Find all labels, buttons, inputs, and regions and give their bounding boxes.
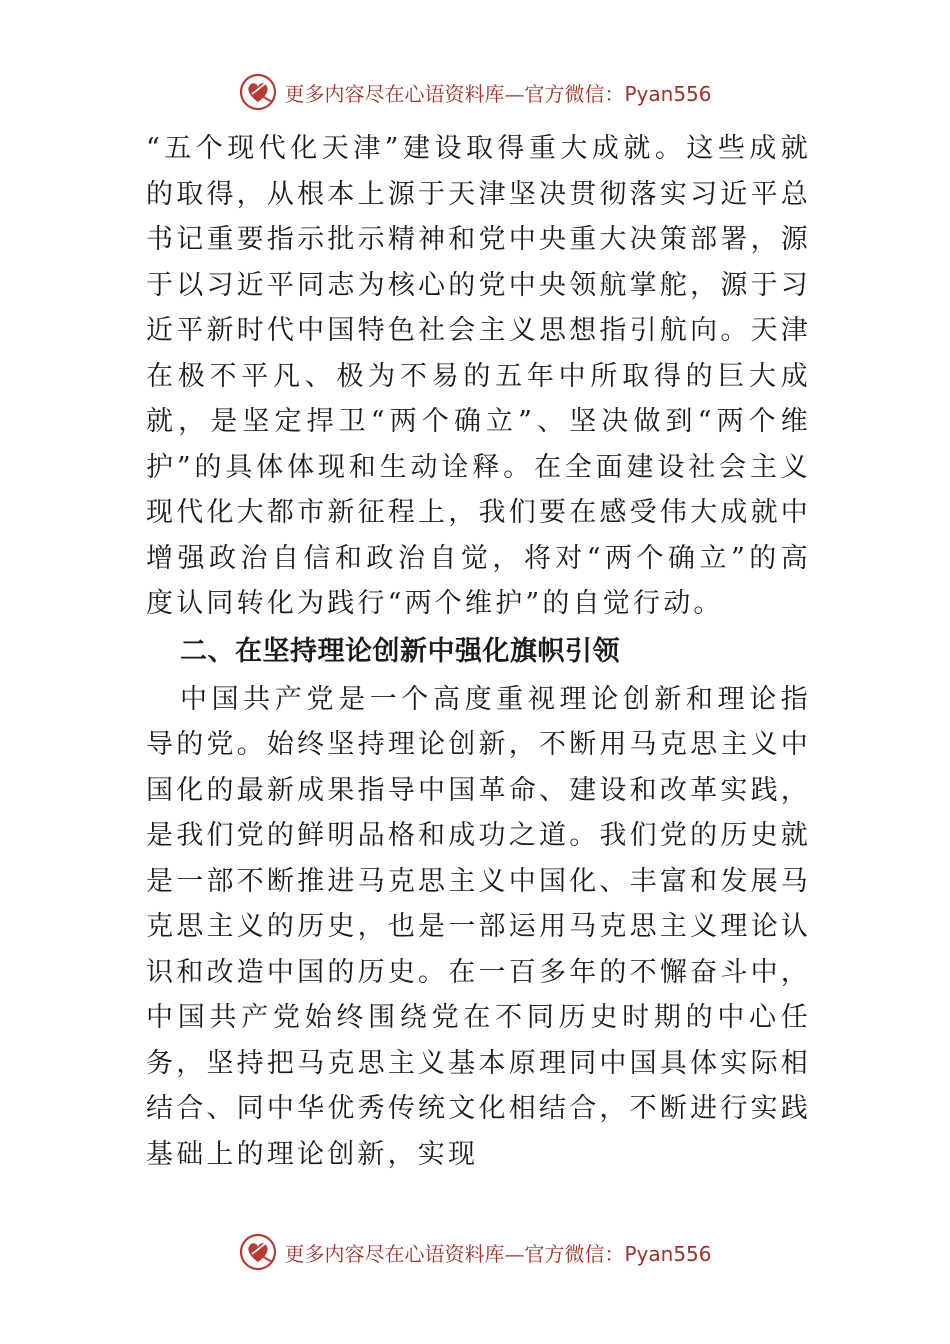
header-separator: — bbox=[504, 81, 525, 106]
header-wechat-handle: Pyan556 bbox=[624, 81, 712, 106]
footer-wechat-handle: Pyan556 bbox=[624, 1241, 712, 1266]
footer-banner-text bbox=[284, 1238, 711, 1267]
header-banner-text bbox=[284, 78, 711, 107]
footer-separator: — bbox=[504, 1241, 525, 1266]
footer-slogan: 更多内容尽在心语资料库 bbox=[284, 1241, 505, 1266]
header-banner bbox=[0, 72, 950, 112]
heart-logo-icon bbox=[238, 1232, 278, 1272]
header-slogan: 更多内容尽在心语资料库 bbox=[284, 81, 505, 106]
paragraph-2: 中国共产党是一个高度重视理论创新和理论指导的党。始终坚持理论创新，不断用马克思主义中国化的最新成果指导中国革命、建设和改革实践，是我们党的鲜明品格和成功之道。我们党的历史就是一部不断推进马克思主义中国化、丰富和发展马克思主义的历史，也是一部运用马克思主义理论认识和改造中国的历史。在一百多年的不懈奋斗中，中国共产党始终围绕党在不同历史时期的中心任务，坚持把马克思主义基本原理同中国具体实际相结合、同中华优秀传统文化相结合，不断进行实践基础上的理论创新，实现 bbox=[146, 683, 811, 1170]
paragraph-1: “五个现代化天津”建设取得重大成就。这些成就的取得，从根本上源于天津坚决贯彻落实习近平总书记重要指示批示精神和党中央重大决策部署，源于以习近平同志为核心的党中央领航掌舵，源于习近平新时代中国特色社会主义思想指引航向。天津在极不平凡、极为不易的五年中所取得的巨大成就，是坚定捍卫“两个确立”、坚决做到“两个维护”的具体体现和生动诠释。在全面建设社会主义现代化大都市新征程上，我们要在感受伟大成就中增强政治自信和政治自觉，将对“两个确立”的高度认同转化为践行“两个维护”的自觉行动。 bbox=[146, 133, 811, 619]
footer-contact-label: 官方微信： bbox=[524, 1241, 625, 1266]
heart-logo-icon bbox=[238, 72, 278, 112]
header-contact-label: 官方微信： bbox=[524, 81, 625, 106]
footer-banner bbox=[0, 1232, 950, 1272]
document-body bbox=[146, 126, 811, 1177]
section-heading: 二、在坚持理论创新中强化旗帜引领 bbox=[180, 635, 620, 667]
